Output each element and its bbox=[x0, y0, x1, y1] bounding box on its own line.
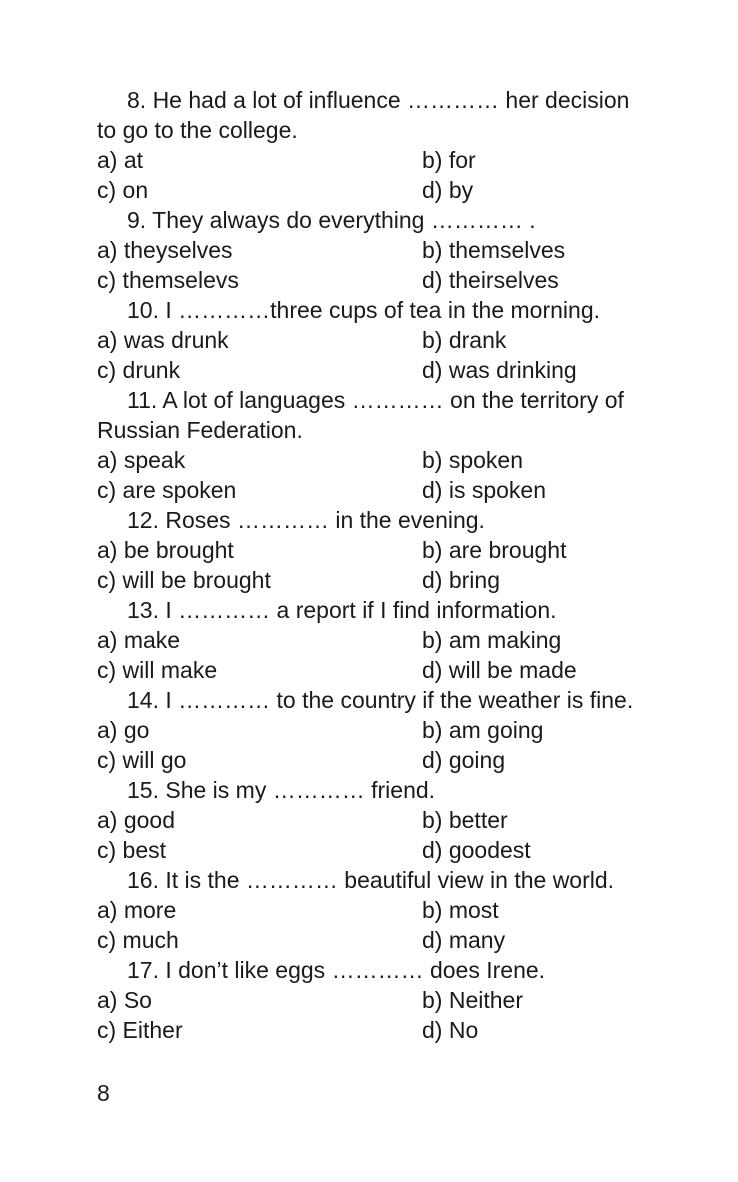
option-c: c) will go bbox=[97, 747, 187, 773]
question-item bbox=[97, 295, 677, 385]
question-text: 15. She is my ………… friend. bbox=[127, 777, 436, 803]
question-text: 17. I don’t like eggs ………… does Irene. bbox=[127, 957, 546, 983]
option-c: c) themselevs bbox=[97, 267, 239, 293]
question-text: 9. They always do everything ………… . bbox=[127, 207, 536, 233]
option-a: a) So bbox=[97, 987, 152, 1013]
option-a: a) go bbox=[97, 717, 150, 743]
option-c: c) are spoken bbox=[97, 477, 237, 503]
option-a: a) make bbox=[97, 627, 181, 653]
option-c: c) will make bbox=[97, 657, 218, 683]
option-d: d) going bbox=[422, 747, 506, 773]
option-b: b) am going bbox=[422, 717, 544, 743]
options-row bbox=[97, 985, 677, 1015]
option-b: b) better bbox=[422, 807, 508, 833]
question-item bbox=[97, 595, 677, 685]
options-row bbox=[97, 175, 677, 205]
options-row bbox=[97, 655, 677, 685]
option-b: b) spoken bbox=[422, 447, 524, 473]
options-row bbox=[97, 625, 677, 655]
question-text: 14. I ………… to the country if the weather is fine. bbox=[127, 687, 634, 713]
question-text: 8. He had a lot of influence ………… her decision bbox=[127, 87, 630, 113]
options-row bbox=[97, 715, 677, 745]
option-c: c) on bbox=[97, 177, 149, 203]
question-text: 12. Roses ………… in the evening. bbox=[127, 507, 485, 533]
option-d: d) was drinking bbox=[422, 357, 577, 383]
question-text: 11. A lot of languages ………… on the territory of bbox=[127, 387, 624, 413]
options-row bbox=[97, 355, 677, 385]
option-d: d) will be made bbox=[422, 657, 577, 683]
question-text: 16. It is the ………… beautiful view in the world. bbox=[127, 867, 615, 893]
options-row bbox=[97, 325, 677, 355]
option-d: d) many bbox=[422, 927, 506, 953]
option-a: a) good bbox=[97, 807, 176, 833]
options-row bbox=[97, 475, 677, 505]
option-b: b) themselves bbox=[422, 237, 566, 263]
question-item bbox=[97, 685, 677, 775]
question-text-continued: Russian Federation. bbox=[97, 417, 303, 443]
options-row bbox=[97, 925, 677, 955]
option-b: b) for bbox=[422, 147, 476, 173]
option-c: c) will be brought bbox=[97, 567, 271, 593]
option-d: d) by bbox=[422, 177, 474, 203]
option-c: c) Either bbox=[97, 1017, 183, 1043]
options-row bbox=[97, 745, 677, 775]
question-item bbox=[97, 385, 677, 505]
option-b: b) most bbox=[422, 897, 499, 923]
exercise-page bbox=[97, 85, 677, 1045]
options-row bbox=[97, 565, 677, 595]
options-row bbox=[97, 835, 677, 865]
option-c: c) much bbox=[97, 927, 179, 953]
option-d: d) goodest bbox=[422, 837, 531, 863]
option-b: b) am making bbox=[422, 627, 562, 653]
options-row bbox=[97, 445, 677, 475]
option-a: a) was drunk bbox=[97, 327, 229, 353]
question-item bbox=[97, 865, 677, 955]
question-item bbox=[97, 775, 677, 865]
option-c: c) drunk bbox=[97, 357, 181, 383]
options-row bbox=[97, 1015, 677, 1045]
options-row bbox=[97, 535, 677, 565]
question-item bbox=[97, 505, 677, 595]
options-row bbox=[97, 145, 677, 175]
option-d: d) bring bbox=[422, 567, 500, 593]
options-row bbox=[97, 895, 677, 925]
option-c: c) best bbox=[97, 837, 167, 863]
options-row bbox=[97, 805, 677, 835]
options-row bbox=[97, 265, 677, 295]
option-b: b) drank bbox=[422, 327, 507, 353]
option-a: a) be brought bbox=[97, 537, 234, 563]
option-a: a) at bbox=[97, 147, 144, 173]
option-d: d) theirselves bbox=[422, 267, 559, 293]
question-text-continued: to go to the college. bbox=[97, 117, 298, 143]
option-a: a) speak bbox=[97, 447, 186, 473]
question-text: 13. I ………… a report if I find information. bbox=[127, 597, 557, 623]
option-b: b) Neither bbox=[422, 987, 523, 1013]
options-row bbox=[97, 235, 677, 265]
option-d: d) is spoken bbox=[422, 477, 547, 503]
question-text: 10. I …………three cups of tea in the morning. bbox=[127, 297, 601, 323]
question-item bbox=[97, 205, 677, 295]
option-d: d) No bbox=[422, 1017, 479, 1043]
option-b: b) are brought bbox=[422, 537, 567, 563]
question-item bbox=[97, 955, 677, 1045]
question-item bbox=[97, 85, 677, 205]
option-a: a) theyselves bbox=[97, 237, 233, 263]
option-a: a) more bbox=[97, 897, 177, 923]
page-number: 8 bbox=[97, 1080, 110, 1106]
